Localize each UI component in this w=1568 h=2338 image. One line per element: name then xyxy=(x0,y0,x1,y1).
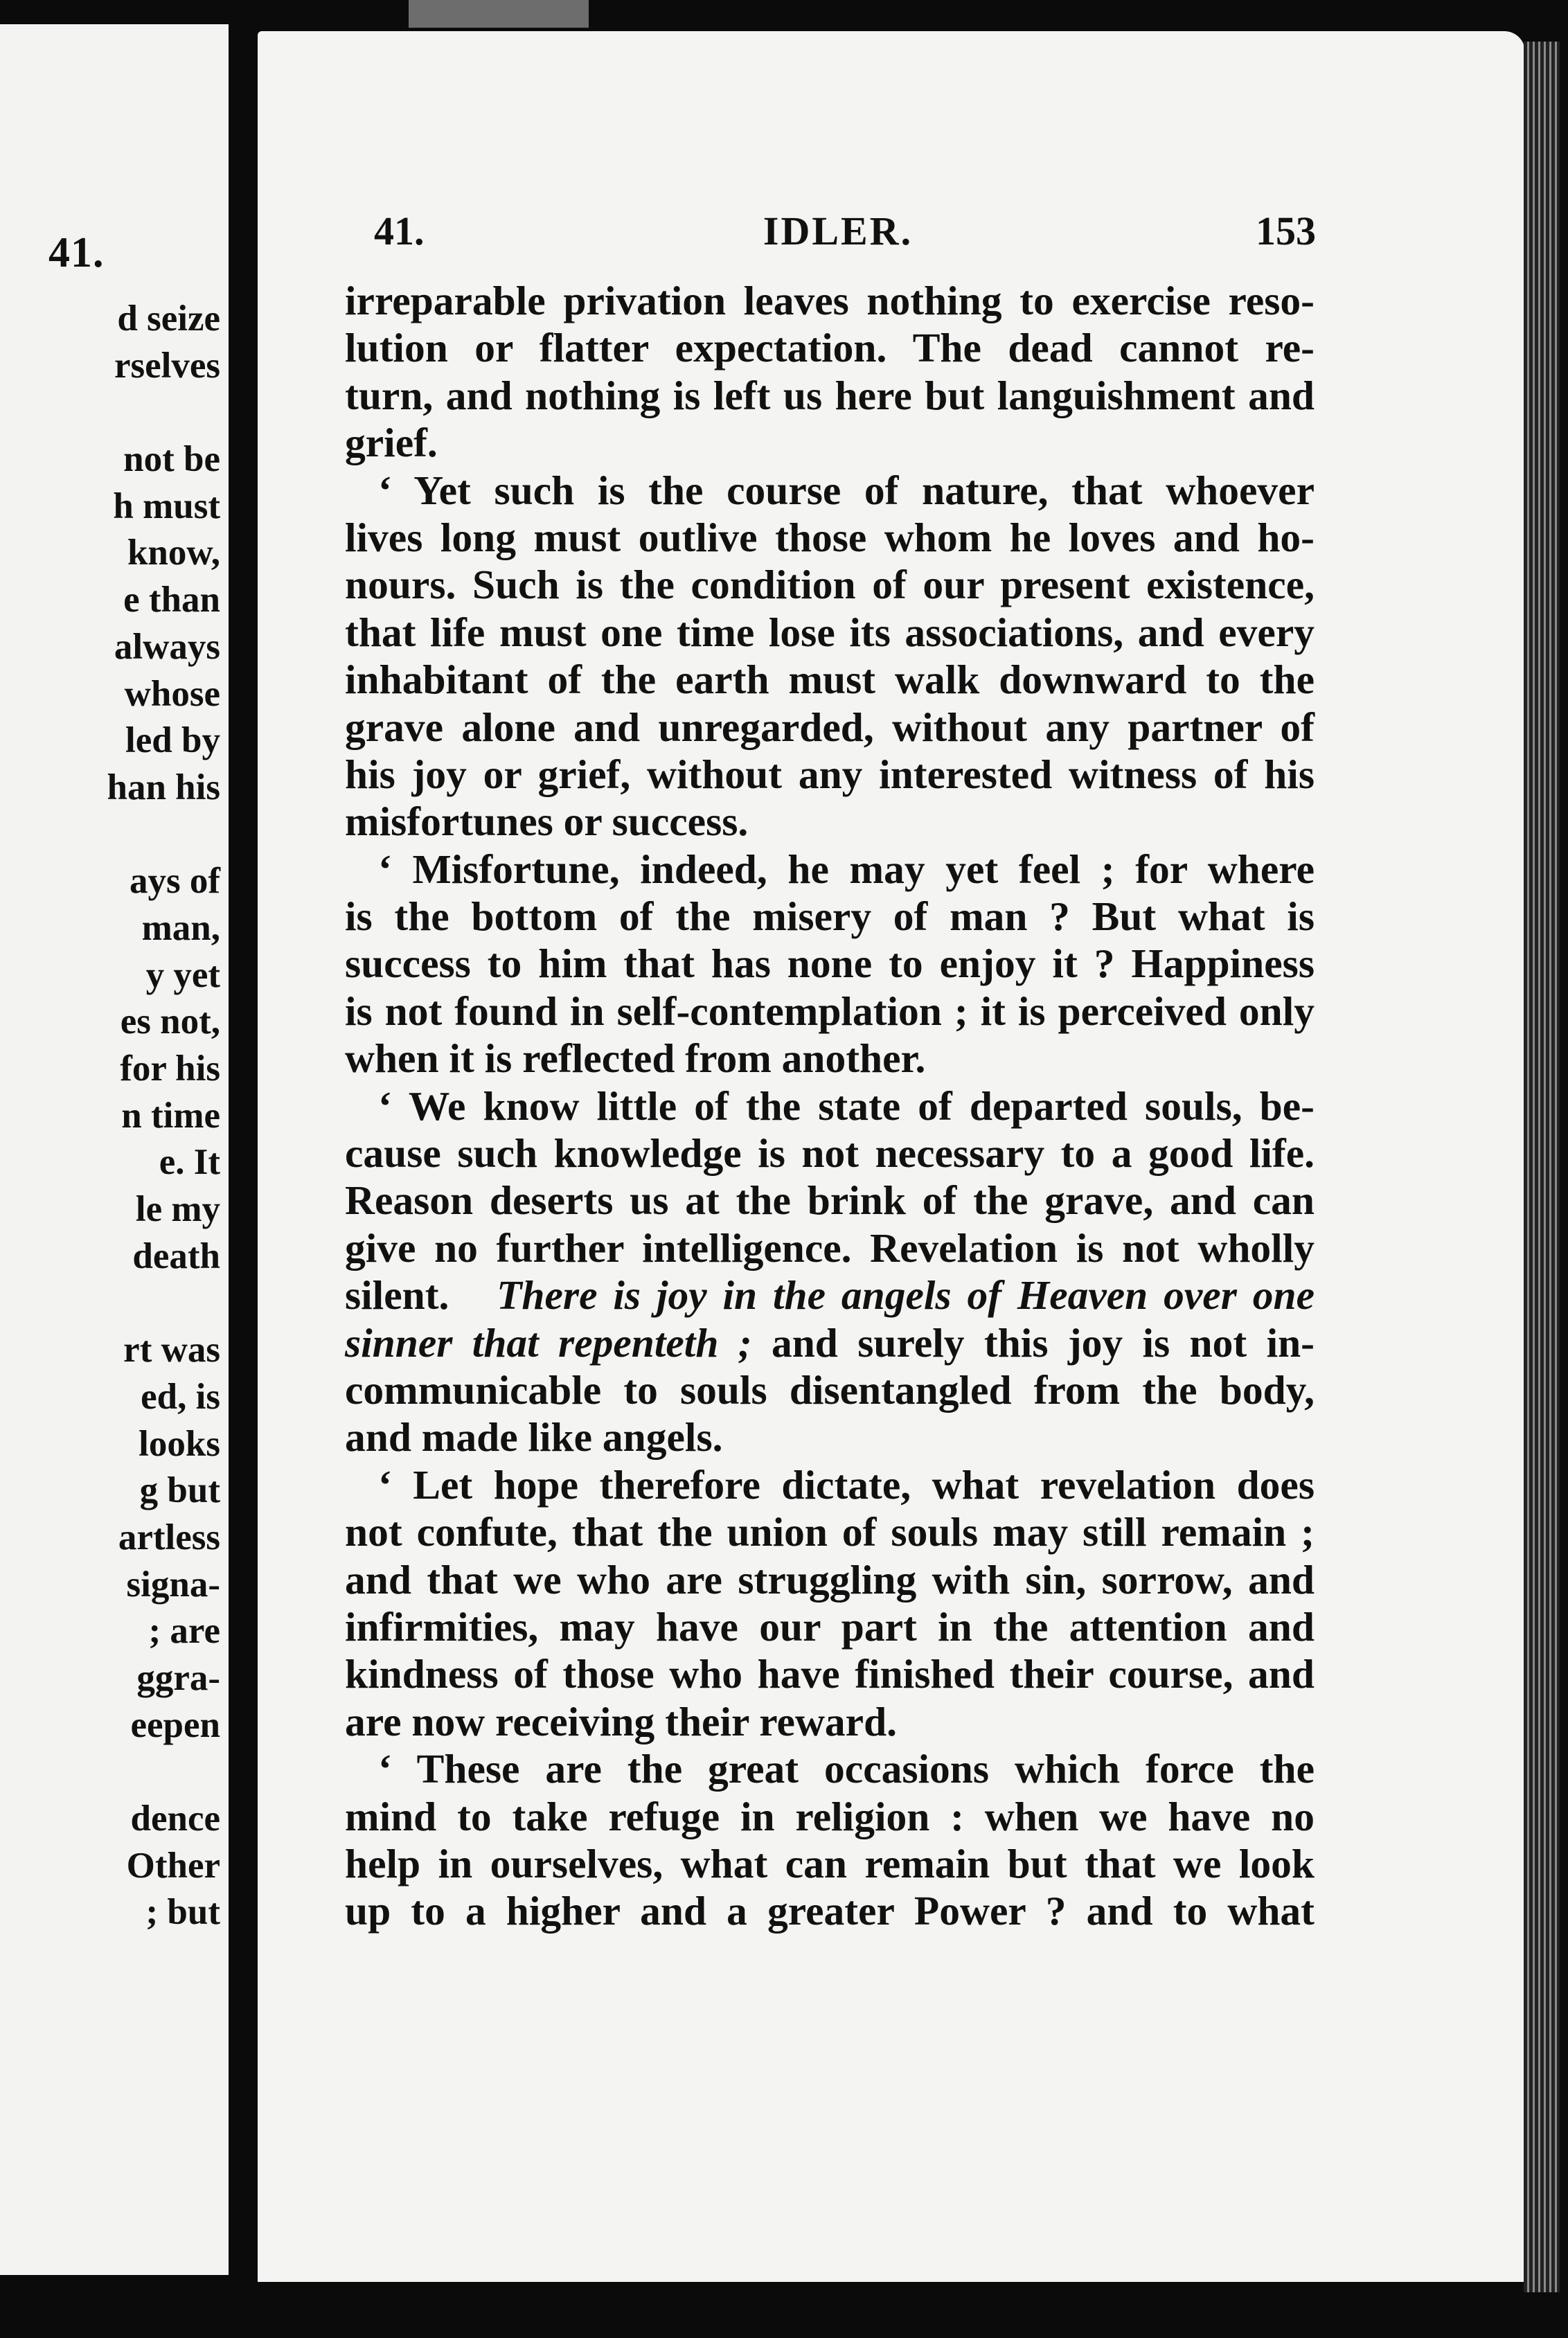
text-line: up to a higher and a greater Power ? and to what xyxy=(345,1888,1315,1934)
previous-page-line: know, xyxy=(127,533,220,573)
paragraph xyxy=(345,277,1315,467)
book-gutter xyxy=(229,24,258,2275)
text-line: lives long must outlive those whom he loves and ho- xyxy=(345,514,1315,560)
text-line: irreparable privation leaves nothing to exercise reso- xyxy=(345,278,1315,323)
text-line: misfortunes or success. xyxy=(345,798,749,845)
text-line: not confute, that the union of souls may still remain ; xyxy=(345,1509,1315,1555)
previous-page-line: looks xyxy=(139,1423,220,1464)
previous-page-line: rselves xyxy=(114,345,220,386)
previous-page-line: ; but xyxy=(145,1892,220,1933)
previous-page-line: le my xyxy=(135,1189,220,1230)
previous-page-text xyxy=(107,296,220,1936)
text-line: ‘ We know little of the state of departed souls, be- xyxy=(378,1082,1315,1129)
previous-page-line: man, xyxy=(141,907,220,948)
previous-page-line: y yet xyxy=(145,954,220,995)
text-line: ‘ Misfortune, indeed, he may yet feel ; for where xyxy=(378,846,1315,892)
paragraph xyxy=(345,1082,1315,1461)
text-segment: and surely this joy is not in- xyxy=(771,1319,1315,1366)
previous-page-line: d seize xyxy=(117,298,220,339)
text-line: that life must one time lose its associations, and every xyxy=(345,609,1315,655)
text-line: kindness of those who have finished their course, and xyxy=(345,1651,1315,1697)
text-line: turn, and nothing is left us here but languishment and xyxy=(345,372,1315,418)
previous-page-line: Other xyxy=(126,1845,220,1886)
text-line xyxy=(345,1271,1315,1319)
previous-page-line: e than xyxy=(123,580,220,621)
previous-page-line: whose xyxy=(124,673,220,714)
text-line: grief. xyxy=(345,420,438,466)
previous-page-line xyxy=(107,1280,220,1327)
text-line: cause such knowledge is not necessary to a good life. xyxy=(345,1130,1315,1177)
text-line: is the bottom of the misery of man ? But what is xyxy=(345,893,1315,940)
text-line: his joy or grief, without any interested witness of his xyxy=(345,751,1315,797)
previous-page-line: dence xyxy=(130,1799,220,1839)
previous-page-line: n time xyxy=(121,1095,220,1136)
scripture-quote: sinner that repenteth ; xyxy=(345,1319,752,1366)
previous-page-line: ggra- xyxy=(136,1657,220,1698)
text-line: mind to take refuge in religion : when we have no xyxy=(345,1793,1315,1839)
previous-page-line: ed, is xyxy=(141,1376,220,1417)
text-line: ‘ These are the great occasions which force the xyxy=(378,1746,1315,1792)
previous-page-line: eepen xyxy=(130,1704,220,1745)
page-number: 153 xyxy=(1256,208,1316,253)
previous-page-line: ays of xyxy=(129,861,220,902)
text-line: and made like angels. xyxy=(345,1414,723,1461)
previous-page-line: g but xyxy=(139,1470,220,1511)
page-body xyxy=(345,277,1315,1935)
paragraph xyxy=(345,467,1315,846)
text-line: success to him that has none to enjoy it ? Happiness xyxy=(345,940,1315,987)
paragraph xyxy=(345,1461,1315,1745)
previous-page-line: e. It xyxy=(159,1142,220,1183)
text-line: is not found in self-contemplation ; it is perceived only xyxy=(345,988,1315,1034)
previous-page-line: h must xyxy=(113,485,220,526)
previous-page-line: es not, xyxy=(120,1001,220,1042)
text-line xyxy=(345,1319,1315,1366)
scan-edge-strip xyxy=(409,0,589,28)
paragraph xyxy=(345,1745,1315,1935)
text-line: grave alone and unregarded, without any partner of xyxy=(345,704,1315,750)
text-segment: silent. xyxy=(345,1272,449,1319)
text-line: give no further intelligence. Revelation is not wholly xyxy=(345,1224,1315,1271)
previous-page-line xyxy=(107,389,220,436)
text-line: ‘ Let hope therefore dictate, what revelation does xyxy=(378,1461,1315,1508)
text-line: help in ourselves, what can remain but that we look xyxy=(345,1840,1315,1886)
text-line: and that we who are struggling with sin, sorrow, and xyxy=(345,1556,1315,1603)
text-line: are now receiving their reward. xyxy=(345,1698,898,1744)
chapter-number: 41. xyxy=(374,208,425,253)
previous-page-line: not be xyxy=(123,439,220,480)
previous-page-fragment xyxy=(0,24,231,2275)
previous-page-line: for his xyxy=(120,1048,220,1089)
previous-page-line: death xyxy=(132,1235,220,1276)
paragraph xyxy=(345,846,1315,1082)
previous-page-line: led by xyxy=(125,720,220,761)
previous-page-line: rt was xyxy=(123,1330,220,1371)
page-edges xyxy=(1524,42,1560,2292)
previous-page-line: han his xyxy=(107,767,220,807)
text-line: communicable to souls disentangled from the body, xyxy=(345,1366,1315,1413)
running-head xyxy=(360,208,1316,263)
book-title: IDLER. xyxy=(763,208,914,253)
previous-page-line: artless xyxy=(118,1517,220,1558)
previous-page-line xyxy=(107,1749,220,1796)
text-line: infirmities, may have our part in the attention and xyxy=(345,1603,1315,1650)
text-line: lution or flatter expectation. The dead cannot re- xyxy=(345,325,1315,371)
text-line: Reason deserts us at the brink of the grave, and can xyxy=(345,1177,1315,1224)
scripture-quote: There is joy in the angels of Heaven over one xyxy=(497,1272,1315,1319)
previous-page-line: ; are xyxy=(148,1611,220,1652)
previous-page-header: 41. xyxy=(48,229,105,276)
text-line: inhabitant of the earth must walk downward to the xyxy=(345,657,1315,703)
previous-page-line xyxy=(107,812,220,859)
text-line: ‘ Yet such is the course of nature, that whoever xyxy=(378,467,1315,513)
text-line: when it is reflected from another. xyxy=(345,1035,926,1082)
previous-page-line: always xyxy=(114,626,220,667)
previous-page-line: signa- xyxy=(126,1564,220,1605)
text-line: nours. Such is the condition of our present existence, xyxy=(345,562,1315,608)
